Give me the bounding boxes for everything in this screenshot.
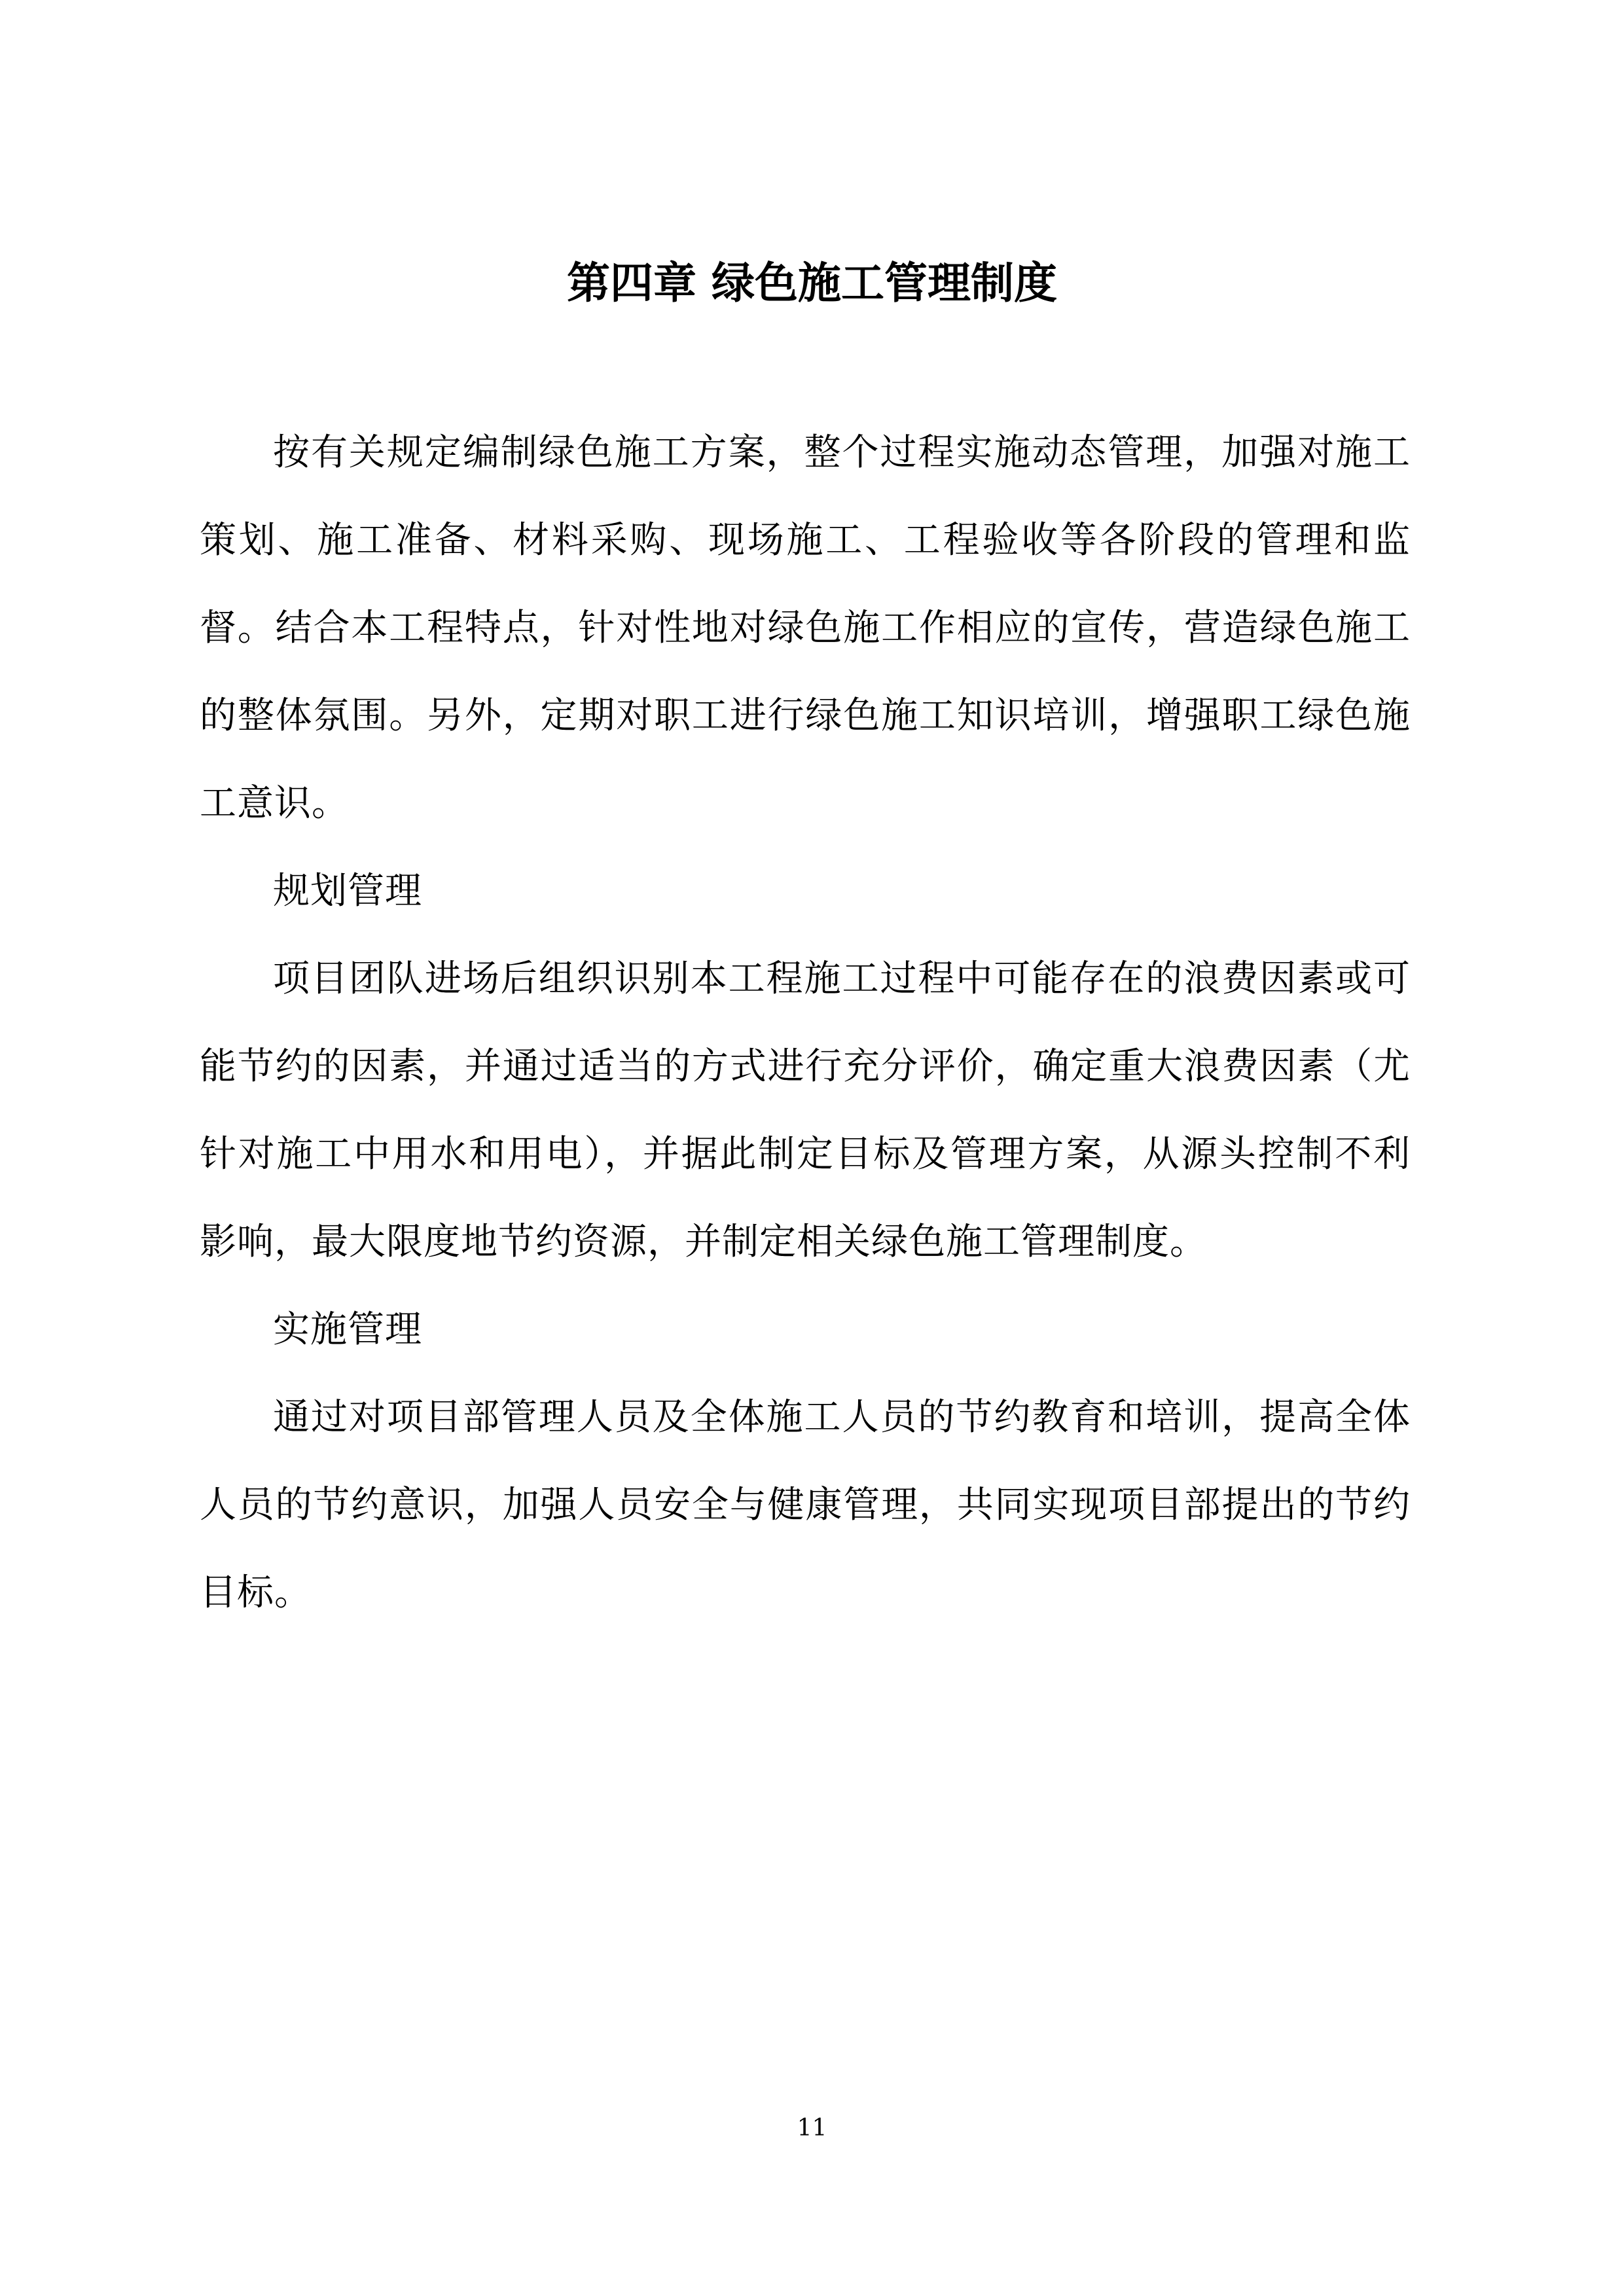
- paragraph-intro: 按有关规定编制绿色施工方案，整个过程实施动态管理，加强对施工策划、施工准备、材料采购、现场施工、工程验收等各阶段的管理和监督。结合本工程特点，针对性地对绿色施工作相应的宣传，营造绿色施工的整体氛围。另外，定期对职工进行绿色施工知识培训，增强职工绿色施工意识。: [200, 431, 1411, 825]
- section-heading-planning: 规划管理: [273, 870, 422, 912]
- page-title: 第四章 绿色施工管理制度: [567, 257, 1057, 308]
- page-number: 11: [797, 2115, 827, 2142]
- paragraph-planning: 项目团队进场后组织识别本工程施工过程中可能存在的浪费因素或可能节约的因素，并通过适当的方式进行充分评价，确定重大浪费因素（尤针对施工中用水和用电），并据此制定目标及管理方案，从源头控制不利影响，最大限度地节约资源，并制定相关绿色施工管理制度。: [200, 958, 1411, 1263]
- document-body: [200, 409, 1411, 1637]
- paragraph-implementation: 通过对项目部管理人员及全体施工人员的节约教育和培训，提高全体人员的节约意识，加强人员安全与健康管理，共同实现项目部提出的节约目标。: [200, 1396, 1411, 1614]
- section-heading-implementation: 实施管理: [273, 1308, 422, 1351]
